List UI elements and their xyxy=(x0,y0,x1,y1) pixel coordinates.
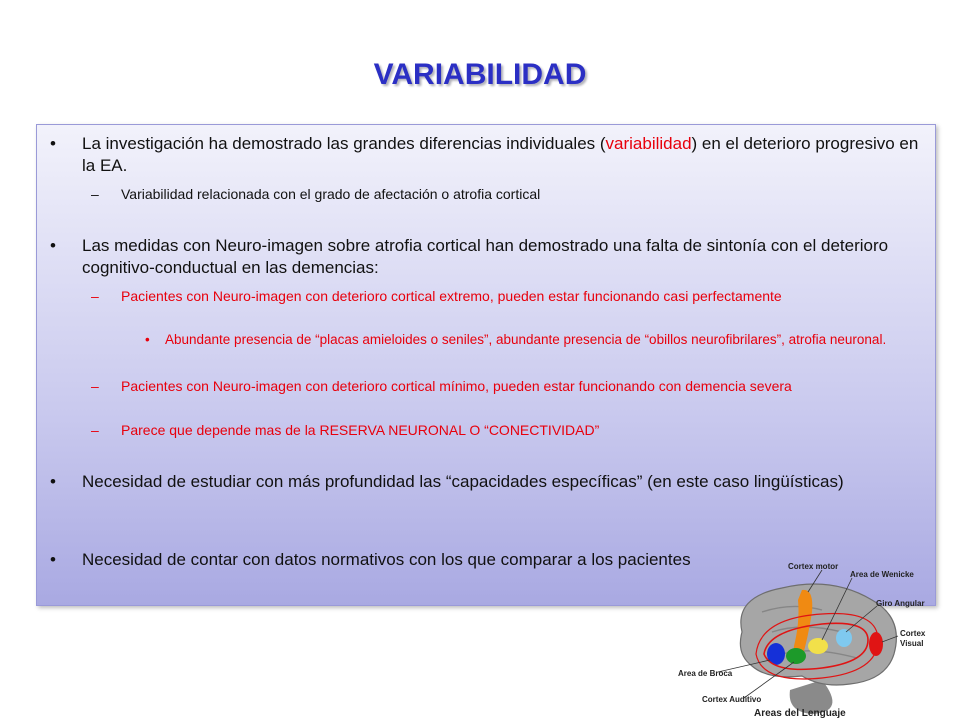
bullet-text: Necesidad de contar con datos normativos con los que comparar a los pacientes xyxy=(82,550,691,569)
bullet-specific-capacities xyxy=(50,471,922,493)
sub-sub-bullet-text: Abundante presencia de “placas amieloides o seniles”, abundante presencia de “obillos neurofibrilares”, atrofia neuronal. xyxy=(165,332,887,347)
auditory-cortex-area xyxy=(786,648,806,664)
bullet-dot: • xyxy=(145,332,150,347)
bullet-text-pre: La investigación ha demostrado las grandes diferencias individuales ( xyxy=(82,134,606,153)
bullet-dot: • xyxy=(50,472,56,491)
sub-bullet-minimal-deterioration xyxy=(91,377,911,395)
dash-marker: – xyxy=(91,288,99,304)
language-areas-brain-diagram xyxy=(672,562,942,720)
bullet-neuroimage xyxy=(50,235,922,279)
bullet-dot: • xyxy=(50,236,56,255)
bullet-text-post: ) en el deterioro progresivo en la EA. xyxy=(82,134,919,175)
label-angular-gyrus: Giro Angular xyxy=(876,599,925,608)
bullet-text: Las medidas con Neuro-imagen sobre atrofia cortical han demostrado una falta de sintonía con el deterioro cognitivo-conductual en las demencias: xyxy=(82,236,889,277)
sub-bullet-text: Pacientes con Neuro-imagen con deterioro cortical mínimo, pueden estar funcionando con demencia severa xyxy=(121,378,792,394)
dash-marker: – xyxy=(91,378,99,394)
label-wernicke: Area de Wenicke xyxy=(850,570,914,579)
sub-sub-bullet-plaques xyxy=(145,331,925,349)
content-box xyxy=(36,124,936,606)
sub-bullet-text: Parece que depende mas de la RESERVA NEURONAL O “CONECTIVIDAD” xyxy=(121,422,600,438)
bullet-dot: • xyxy=(50,134,56,153)
label-broca: Area de Broca xyxy=(678,669,733,678)
highlight-variabilidad: variabilidad xyxy=(605,134,692,153)
sub-bullet-text: Variabilidad relacionada con el grado de afectación o atrofia cortical xyxy=(121,186,541,202)
label-visual-cortex-1: Cortex xyxy=(900,629,926,638)
dash-marker: – xyxy=(91,186,99,202)
label-motor-cortex: Cortex motor xyxy=(788,562,839,571)
sub-bullet-neural-reserve xyxy=(91,421,911,439)
dash-marker: – xyxy=(91,422,99,438)
bullet-text: Necesidad de estudiar con más profundidad las “capacidades específicas” (en este caso lingüísticas) xyxy=(82,472,844,491)
label-auditory-cortex: Cortex Auditivo xyxy=(702,695,762,704)
sub-bullet-extreme-deterioration xyxy=(91,287,911,305)
slide-title: VARIABILIDAD xyxy=(373,58,587,91)
sub-bullet-text: Pacientes con Neuro-imagen con deterioro cortical extremo, pueden estar funcionando casi perfectamente xyxy=(121,288,782,304)
label-language-areas: Areas del Lenguaje xyxy=(754,708,846,719)
sub-bullet-cortical-atrophy xyxy=(91,185,921,203)
bullet-research-variability xyxy=(50,133,922,177)
angular-gyrus-area xyxy=(836,629,852,647)
wernicke-area xyxy=(808,638,828,654)
label-visual-cortex-2: Visual xyxy=(900,639,924,648)
bullet-dot: • xyxy=(50,550,56,569)
